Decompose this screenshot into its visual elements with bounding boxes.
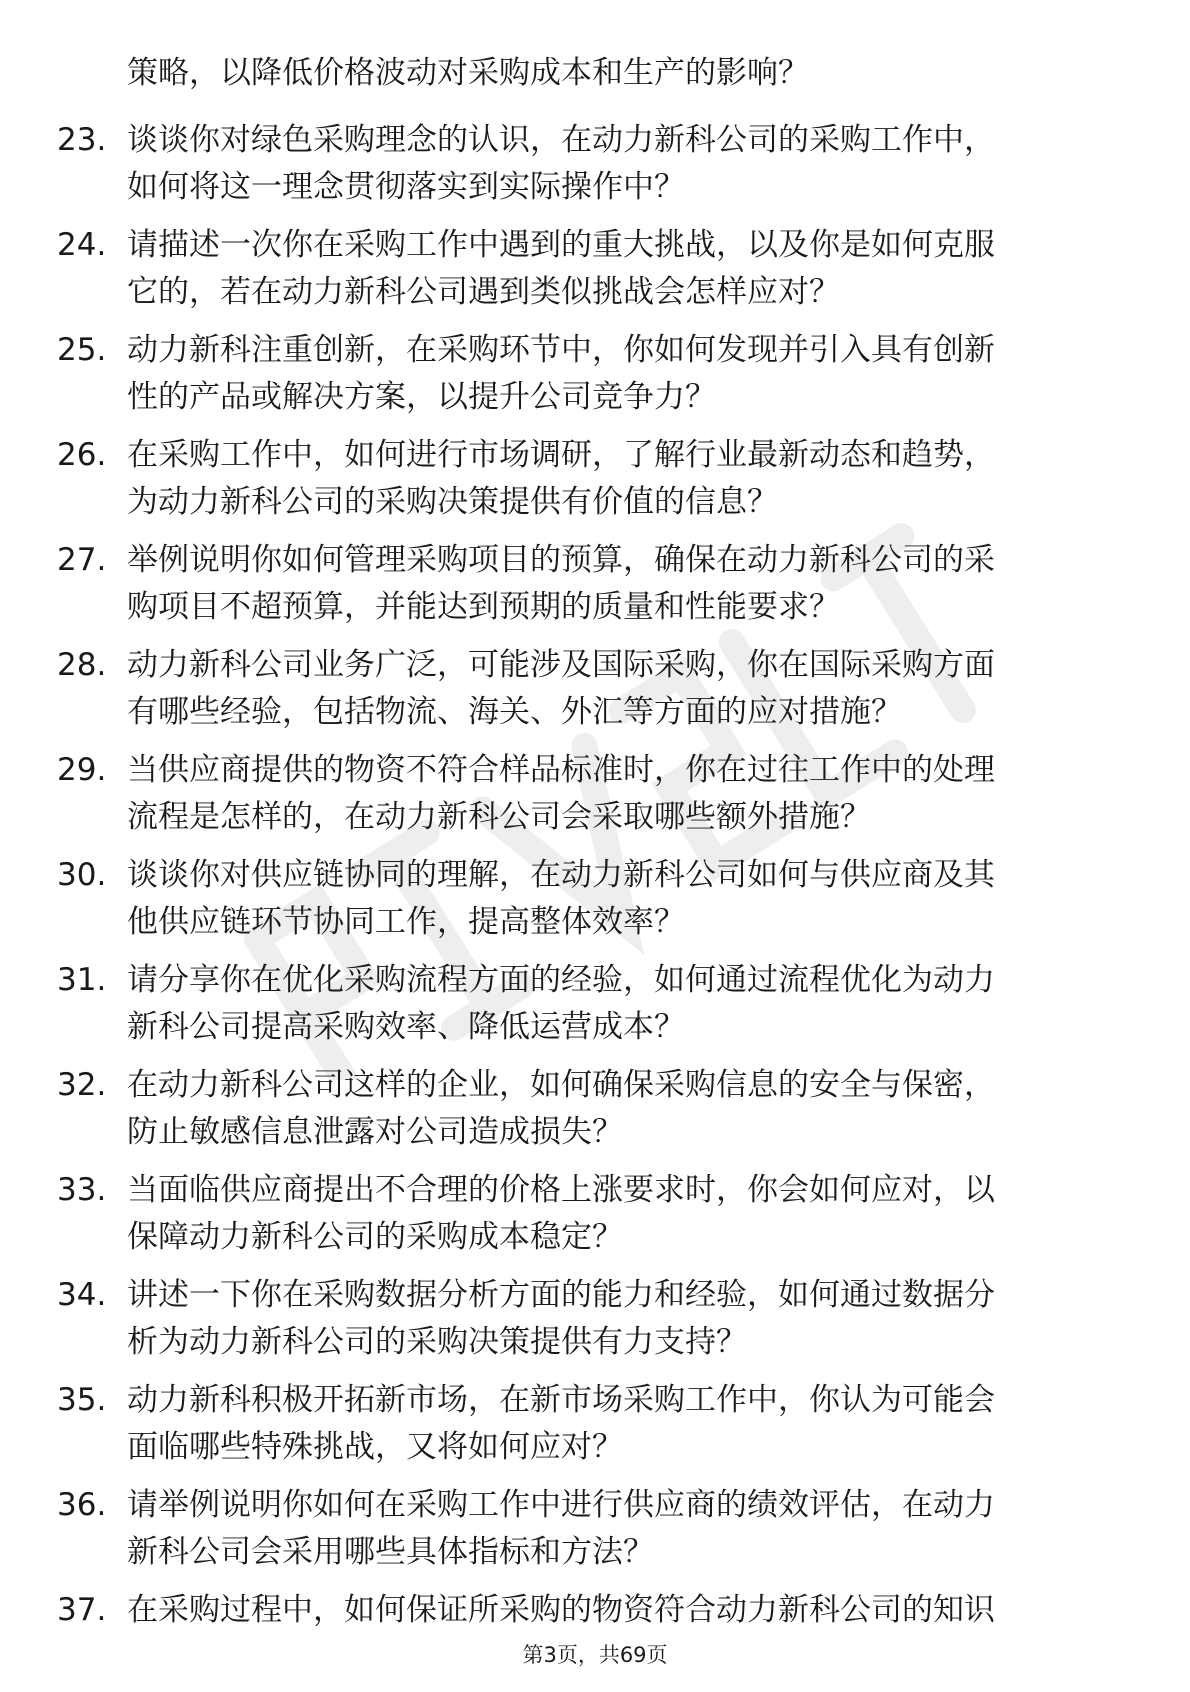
question-text xyxy=(127,1062,1127,1156)
question-text-line: 请描述一次你在采购工作中遇到的重大挑战，以及你是如何克服 xyxy=(127,227,995,263)
question-item xyxy=(0,1272,1190,1377)
question-number: 34. xyxy=(57,1277,107,1313)
question-text-line: 性的产品或解决方案，以提升公司竞争力？ xyxy=(127,379,716,415)
question-text-line: 动力新科注重创新，在采购环节中，你如何发现并引入具有创新 xyxy=(127,332,995,368)
question-text xyxy=(127,852,1127,946)
question-text-line: 有哪些经验，包括物流、海关、外汇等方面的应对措施？ xyxy=(127,694,902,730)
question-text-line: 动力新科积极开拓新市场，在新市场采购工作中，你认为可能会 xyxy=(127,1382,995,1418)
question-number: 28. xyxy=(57,647,107,683)
question-number: 26. xyxy=(57,437,107,473)
question-text xyxy=(127,327,1127,421)
question-text-line: 当供应商提供的物资不符合样品标准时，你在过往工作中的处理 xyxy=(127,752,995,788)
question-item xyxy=(0,747,1190,852)
question-text xyxy=(127,432,1127,526)
question-text-line: 谈谈你对绿色采购理念的认识，在动力新科公司的采购工作中， xyxy=(127,122,995,158)
question-text-line: 为动力新科公司的采购决策提供有价值的信息？ xyxy=(127,484,778,520)
question-text-line: 流程是怎样的，在动力新科公司会采取哪些额外措施？ xyxy=(127,799,871,835)
question-text-line: 在采购工作中，如何进行市场调研，了解行业最新动态和趋势， xyxy=(127,437,995,473)
question-text xyxy=(127,117,1127,211)
question-text-line: 析为动力新科公司的采购决策提供有力支持？ xyxy=(127,1324,747,1360)
question-number: 30. xyxy=(57,857,107,893)
question-item xyxy=(0,327,1190,432)
question-item xyxy=(0,1167,1190,1272)
question-text xyxy=(127,747,1127,841)
question-item xyxy=(0,957,1190,1062)
question-number: 29. xyxy=(57,752,107,788)
question-item xyxy=(0,1482,1190,1587)
question-number: 33. xyxy=(57,1172,107,1208)
question-text xyxy=(127,222,1127,316)
question-number: 32. xyxy=(57,1067,107,1103)
question-number: 23. xyxy=(57,122,107,158)
question-text-line: 保障动力新科公司的采购成本稳定？ xyxy=(127,1219,623,1255)
question-text-line: 讲述一下你在采购数据分析方面的能力和经验，如何通过数据分 xyxy=(127,1277,995,1313)
question-text xyxy=(127,537,1127,631)
question-text-line: 请分享你在优化采购流程方面的经验，如何通过流程优化为动力 xyxy=(127,962,995,998)
question-number: 24. xyxy=(57,227,107,263)
question-text-line: 当面临供应商提出不合理的价格上涨要求时，你会如何应对，以 xyxy=(127,1172,995,1208)
question-text-line: 动力新科公司业务广泛，可能涉及国际采购，你在国际采购方面 xyxy=(127,647,995,683)
question-number: 35. xyxy=(57,1382,107,1418)
question-item xyxy=(0,1062,1190,1167)
question-item xyxy=(0,642,1190,747)
question-text xyxy=(127,1272,1127,1366)
question-number: 37. xyxy=(57,1592,107,1628)
continued-question-text: 策略，以降低价格波动对采购成本和生产的影响？ xyxy=(127,55,809,91)
question-item xyxy=(0,852,1190,957)
question-number: 36. xyxy=(57,1487,107,1523)
question-text xyxy=(127,1167,1127,1261)
question-text xyxy=(127,1377,1127,1471)
question-text-line: 请举例说明你如何在采购工作中进行供应商的绩效评估，在动力 xyxy=(127,1487,995,1523)
question-item xyxy=(0,222,1190,327)
question-text-line: 新科公司提高采购效率、降低运营成本？ xyxy=(127,1009,685,1045)
question-text-line: 他供应链环节协同工作，提高整体效率？ xyxy=(127,904,685,940)
question-list xyxy=(0,117,1190,1692)
question-item xyxy=(0,432,1190,537)
question-item xyxy=(0,117,1190,222)
question-text-line: 在采购过程中，如何保证所采购的物资符合动力新科公司的知识 xyxy=(127,1592,995,1628)
question-text xyxy=(127,957,1127,1051)
question-text xyxy=(127,1482,1127,1576)
question-item xyxy=(0,1377,1190,1482)
question-text-line: 面临哪些特殊挑战，又将如何应对？ xyxy=(127,1429,623,1465)
question-text xyxy=(127,642,1127,736)
question-number: 25. xyxy=(57,332,107,368)
question-text-line: 新科公司会采用哪些具体指标和方法？ xyxy=(127,1534,654,1570)
question-text-line: 它的，若在动力新科公司遇到类似挑战会怎样应对？ xyxy=(127,274,840,310)
page-footer: 第3页，共69页 xyxy=(522,1643,668,1667)
question-text-line: 如何将这一理念贯彻落实到实际操作中？ xyxy=(127,169,685,205)
question-text-line: 在动力新科公司这样的企业，如何确保采购信息的安全与保密， xyxy=(127,1067,995,1103)
question-text-line: 购项目不超预算，并能达到预期的质量和性能要求？ xyxy=(127,589,840,625)
question-text xyxy=(127,1587,1127,1634)
question-number: 27. xyxy=(57,542,107,578)
question-number: 31. xyxy=(57,962,107,998)
question-text-line: 谈谈你对供应链协同的理解，在动力新科公司如何与供应商及其 xyxy=(127,857,995,893)
question-item xyxy=(0,537,1190,642)
question-text-line: 防止敏感信息泄露对公司造成损失？ xyxy=(127,1114,623,1150)
question-text-line: 举例说明你如何管理采购项目的预算，确保在动力新科公司的采 xyxy=(127,542,995,578)
